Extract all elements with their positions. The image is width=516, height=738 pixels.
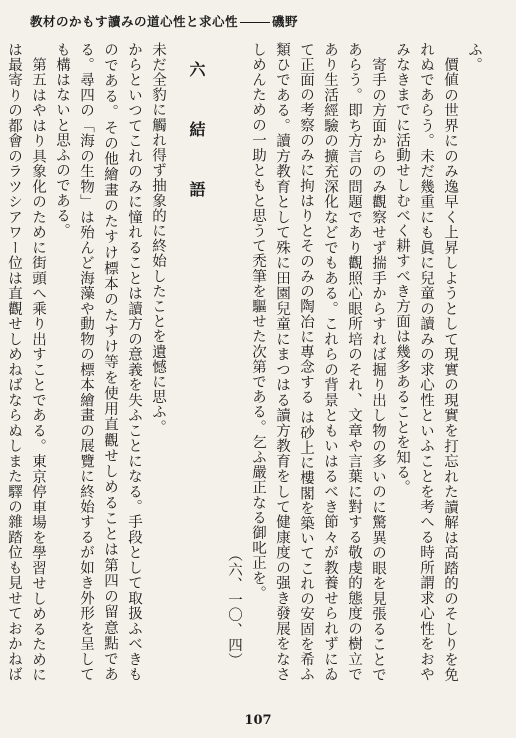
running-head-title: 教材のかもす讀みの道心性と求心性 [30,14,239,29]
body-paragraph: 價値の世界にのみ逸早く上昇しようとして現實の現實を打忘れた讀解は高踏的のそしりを免れぬであらう。未だ幾重にも眞に兒童の讀みの求心性といふことを考へる時所謂求心性をおやみなきまでに活動せしむべく耕すべき方面は幾多あることを知る。 [394,42,458,682]
running-head [30,12,492,30]
body-paragraph: からといつてこれのみに憧れることは讀方の意義を失ふことになる。手段として取扱ふべきものである。その他繪畫のたすけ標本のたすけ等を使用直觀せしめることは第四の留意點である。尋四の「海の生物」は殆んど海藻や動物の標本繪畫の展覽に終始するが如き外形を呈しても構はないと思ふのである。 [54,42,142,682]
body-paragraph: 第五はやはり具象化のために街頭へ乘り出すことである。東京停車場を學習せしめるためには最寄りの都會のラツシアワー位は直觀せしめねばならぬしまた驛の雜踏位も見せておかねば [6,42,46,682]
running-head-dash [240,22,270,23]
section-heading: 六 結 語 [187,61,206,212]
body-paragraph: 未だ全豹に觸れ得ず抽象的に終始したことを遺憾に思ふ。 [150,42,166,435]
body-paragraph: 寄手の方面からのみ觀察せず揣手からすれば掘り出し物の多いのに驚異の眼を見張ることであらう。即ち方言の問題であり觀照心眼所培のそれ、文章や言葉に對する敬虔的態度の樹立であり生活經驗の擴充深化などでもある。これらの背景ともいはるべき節々が教養せられずにゐて正面の考察のみに拘はりとそのみの陶冶に專念する は砂上に樓閣を築いてこれの安固を希ふ類ひである。讀方教育として殊に田園兒童にまつはる讀方教育をして健康度の强き發展をなさしめんための一助ともと思うて禿筆を驅せた次第である。乞ふ嚴正なる御叱正を。 [250,42,386,682]
vertical-body-text [6,42,486,682]
running-head-author: 磯野 [272,14,299,29]
body-paragraph: ふ。 [466,42,482,73]
date-signature: （六、一〇、四） [226,546,242,668]
page-number: 107 [244,713,272,728]
